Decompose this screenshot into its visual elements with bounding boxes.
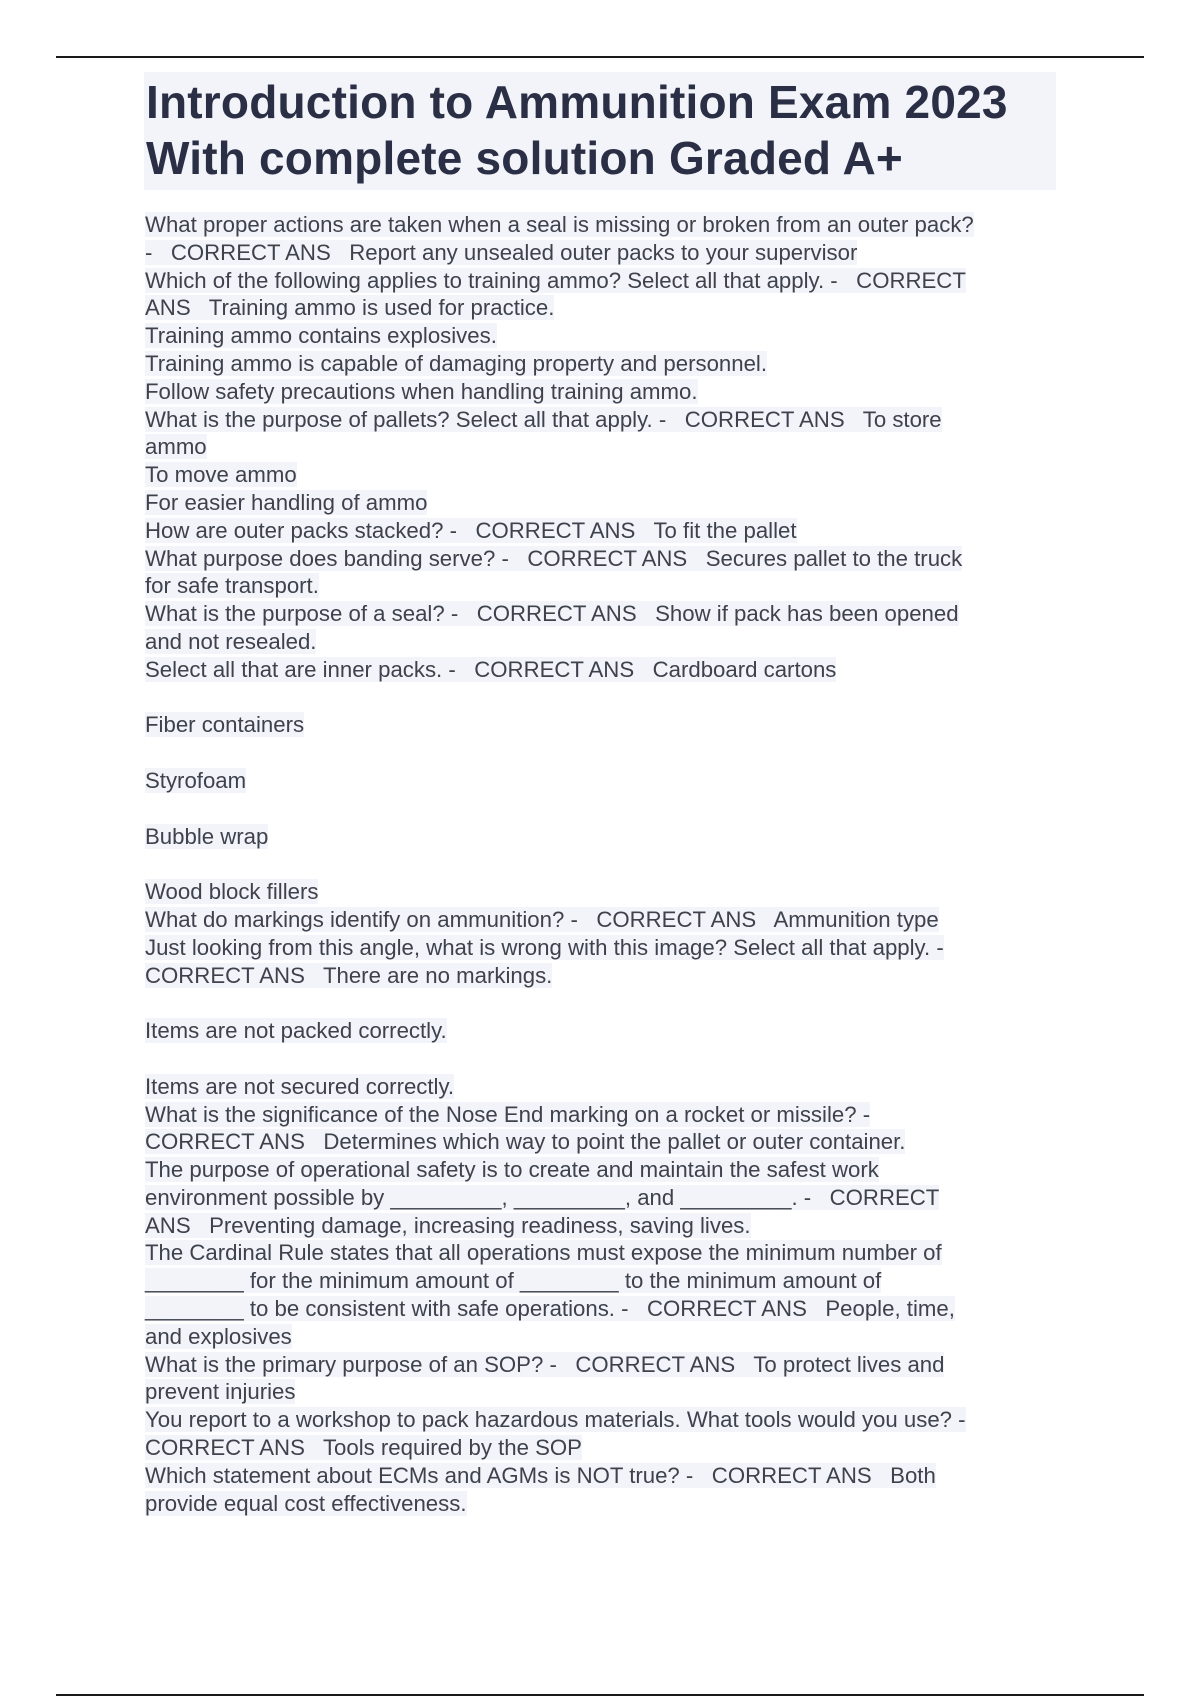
body-line-text: Just looking from this angle, what is wrong with this image? Select all that apply. - [145, 934, 944, 960]
body-line [145, 1462, 1065, 1490]
body-line-text: and explosives [145, 1323, 292, 1349]
body-line-text: Fiber containers [145, 712, 305, 738]
body-line-text: prevent injuries [145, 1379, 296, 1405]
body-line [145, 1267, 1065, 1295]
body-line [145, 1073, 1065, 1101]
body-line-text: Bubble wrap [145, 823, 269, 849]
body-line [145, 267, 1065, 295]
body-line-text: Select all that are inner packs. - CORRECT ANS Cardboard cartons [145, 656, 837, 682]
body-line-text: What proper actions are taken when a seal is missing or broken from an outer pack? [145, 212, 974, 237]
body-line [145, 1017, 1065, 1045]
body-line [145, 1184, 1065, 1212]
body-line [145, 545, 1065, 573]
body-line-text: CORRECT ANS Tools required by the SOP [145, 1435, 582, 1461]
body-line [145, 962, 1065, 990]
body-line-text: Training ammo is capable of damaging property and personnel. [145, 350, 768, 376]
body-line [145, 322, 1065, 350]
body-line [145, 906, 1065, 934]
body-line [145, 294, 1065, 322]
body-line [145, 795, 1065, 823]
body-line-text: Items are not secured correctly. [145, 1073, 455, 1099]
body-line-text: Wood block fillers [145, 879, 319, 905]
body-line [145, 1212, 1065, 1240]
body-line [145, 1490, 1065, 1518]
body-line-text: ________ to be consistent with safe operations. - CORRECT ANS People, time, [145, 1296, 955, 1322]
body-line [145, 239, 1065, 267]
body-line-text: CORRECT ANS Determines which way to point the pallet or outer container. [145, 1129, 906, 1155]
body-line [145, 739, 1065, 767]
document-body [145, 211, 1065, 1517]
body-line-text: Follow safety precautions when handling training ammo. [145, 378, 698, 404]
body-line [145, 656, 1065, 684]
body-line [145, 1323, 1065, 1351]
body-line [145, 767, 1065, 795]
body-line-text: - CORRECT ANS Report any unsealed outer packs to your supervisor [145, 239, 858, 265]
body-line [145, 1128, 1065, 1156]
title-line-1: Introduction to Ammunition Exam 2023 [146, 76, 1008, 128]
body-line [145, 1101, 1065, 1129]
body-line [145, 711, 1065, 739]
body-line-text: ammo [145, 434, 207, 460]
body-line-text: ANS Training ammo is used for practice. [145, 295, 555, 321]
body-line-text: and not resealed. [145, 628, 317, 654]
body-line [145, 211, 1065, 239]
body-line [145, 934, 1065, 962]
body-line-text: ________ for the minimum amount of ________ to the minimum amount of [145, 1268, 882, 1294]
body-line-text: Styrofoam [145, 767, 247, 793]
body-line-text: The Cardinal Rule states that all operations must expose the minimum number of [145, 1240, 942, 1266]
body-line [145, 878, 1065, 906]
body-line [145, 461, 1065, 489]
body-line-text: How are outer packs stacked? - CORRECT ANS To fit the pallet [145, 517, 797, 543]
body-line [145, 572, 1065, 600]
body-line [145, 1378, 1065, 1406]
body-line-text: What is the primary purpose of an SOP? - CORRECT ANS To protect lives and [145, 1351, 945, 1377]
body-line-text: ANS Preventing damage, increasing readiness, saving lives. [145, 1212, 751, 1238]
body-line-text: Which of the following applies to training ammo? Select all that apply. - CORRECT [145, 267, 966, 293]
body-line-text: CORRECT ANS There are no markings. [145, 962, 553, 988]
body-line [145, 406, 1065, 434]
body-line-text: Training ammo contains explosives. [145, 323, 497, 349]
body-line-text: What is the significance of the Nose End marking on a rocket or missile? - [145, 1101, 871, 1127]
body-line [145, 1434, 1065, 1462]
body-line [145, 517, 1065, 545]
body-line [145, 989, 1065, 1017]
body-line-text: For easier handling of ammo [145, 489, 428, 515]
body-line [145, 378, 1065, 406]
body-line [145, 489, 1065, 517]
body-line-text: provide equal cost effectiveness. [145, 1490, 467, 1516]
body-line [145, 684, 1065, 712]
body-line-text: Items are not packed correctly. [145, 1018, 447, 1044]
body-line [145, 850, 1065, 878]
body-line-text: for safe transport. [145, 573, 319, 599]
body-line-text: You report to a workshop to pack hazardous materials. What tools would you use? - [145, 1407, 966, 1433]
body-line [145, 628, 1065, 656]
body-line-text: What is the purpose of a seal? - CORRECT ANS Show if pack has been opened [145, 601, 959, 627]
body-line [145, 1156, 1065, 1184]
body-line-text: What is the purpose of pallets? Select all that apply. - CORRECT ANS To store [145, 406, 942, 432]
document-title [144, 72, 1056, 190]
body-line [145, 1239, 1065, 1267]
body-line-text: The purpose of operational safety is to create and maintain the safest work [145, 1157, 879, 1183]
title-line-2: With complete solution Graded A+ [146, 132, 903, 184]
body-line-text: What purpose does banding serve? - CORRECT ANS Secures pallet to the truck [145, 545, 963, 571]
body-line-text: To move ammo [145, 462, 297, 488]
body-line [145, 1351, 1065, 1379]
footer-rule [56, 1694, 1144, 1696]
body-line-text: Which statement about ECMs and AGMs is NOT true? - CORRECT ANS Both [145, 1462, 936, 1488]
body-line [145, 350, 1065, 378]
body-line [145, 433, 1065, 461]
body-line [145, 1406, 1065, 1434]
body-line-text: environment possible by _________, _________, and _________. - CORRECT [145, 1184, 940, 1210]
body-line [145, 823, 1065, 851]
body-line-text: What do markings identify on ammunition? - CORRECT ANS Ammunition type [145, 906, 939, 932]
body-line [145, 1045, 1065, 1073]
body-line [145, 1295, 1065, 1323]
header-rule [56, 56, 1144, 58]
body-line [145, 600, 1065, 628]
